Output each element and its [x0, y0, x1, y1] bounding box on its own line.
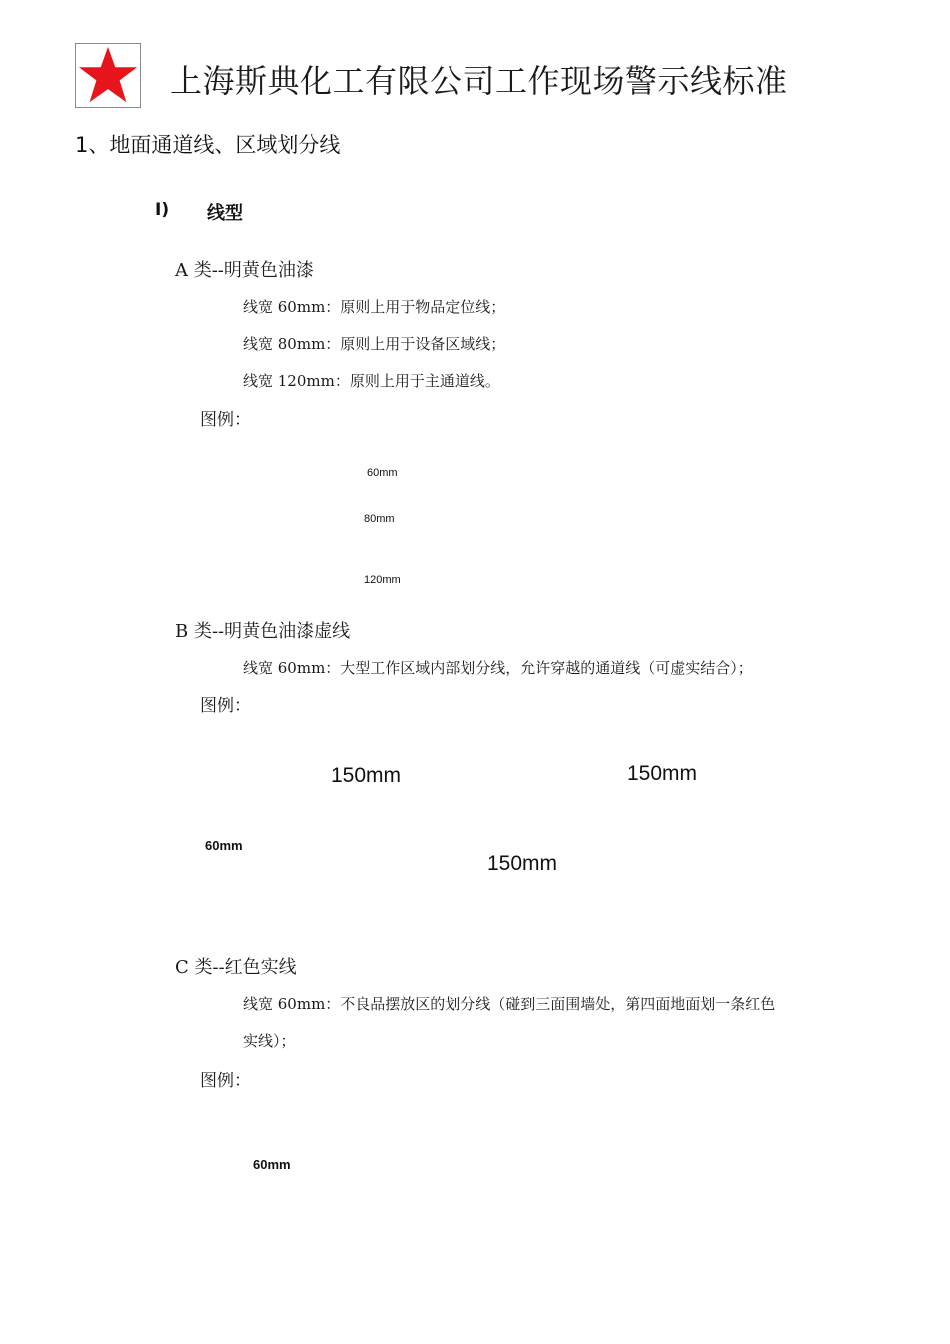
dimension-80mm-label: 80mm	[364, 513, 395, 525]
category-b-heading: B 类--明黄色油漆虚线	[175, 621, 351, 642]
subsection-marker: I)	[155, 200, 170, 220]
subsection-heading: 线型	[207, 203, 243, 224]
category-c-line-2: 实线）；	[243, 1032, 296, 1050]
category-c-legend-label: 图例：	[200, 1071, 251, 1091]
dimension-60mm-red-label: 60mm	[253, 1157, 291, 1172]
category-a-heading: A 类--明黄色油漆	[175, 260, 314, 281]
dimension-60mm-label: 60mm	[367, 467, 398, 479]
dimension-150mm-label-right: 150mm	[627, 762, 698, 785]
category-b-legend-label: 图例：	[200, 696, 251, 716]
section-heading: 1、地面通道线、区域划分线	[75, 133, 341, 157]
category-a-line-3: 线宽 120mm：原则上用于主通道线。	[243, 372, 500, 390]
red-star-icon	[76, 44, 140, 107]
dimension-150mm-label-left: 150mm	[331, 764, 402, 787]
dimension-60mm-bold-label: 60mm	[205, 838, 243, 853]
dimension-150mm-label-center: 150mm	[487, 852, 558, 875]
category-a-line-2: 线宽 80mm：原则上用于设备区域线；	[243, 335, 506, 353]
category-c-heading: C 类--红色实线	[175, 957, 297, 978]
category-a-line-1: 线宽 60mm：原则上用于物品定位线；	[243, 298, 506, 316]
category-a-legend-label: 图例：	[200, 410, 251, 430]
document-title: 上海斯典化工有限公司工作现场警示线标准	[170, 62, 788, 100]
category-c-line-1: 线宽 60mm：不良品摆放区的划分线（碰到三面围墙处，第四面地面划一条红色	[243, 995, 776, 1013]
company-logo	[75, 43, 141, 108]
dimension-120mm-label: 120mm	[364, 574, 401, 586]
category-b-line: 线宽 60mm：大型工作区域内部划分线，允许穿越的通道线（可虚实结合）；	[243, 659, 753, 677]
